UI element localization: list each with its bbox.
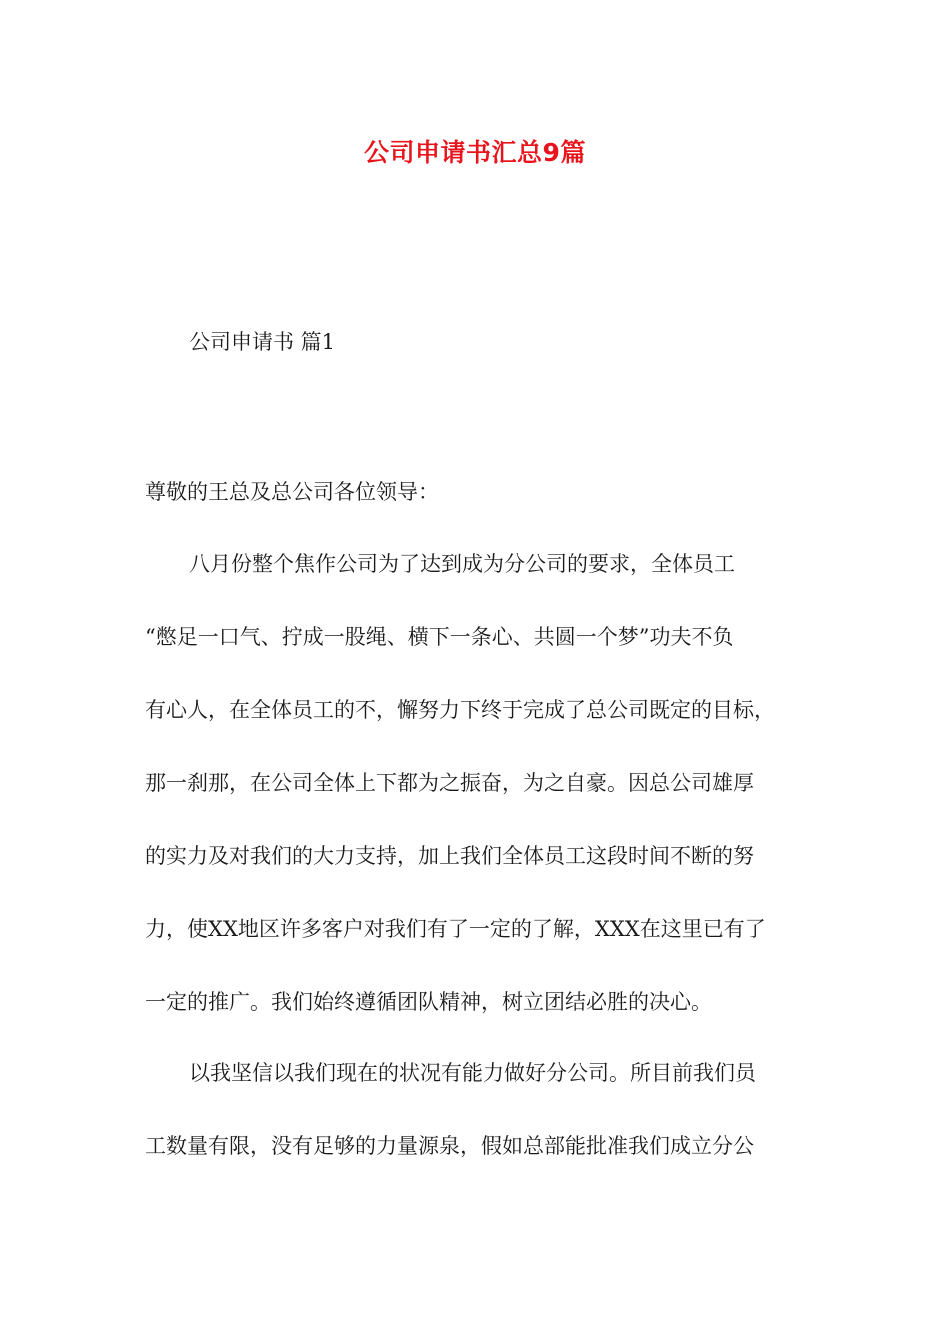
paragraph-line: 的实力及对我们的大力支持，加上我们全体员工这段时间不断的努 bbox=[145, 844, 754, 868]
paragraph-1 bbox=[145, 528, 805, 1039]
paragraph-line: “憋足一口气、拧成一股绳、横下一条心、共圆一个梦”功夫不负 bbox=[145, 625, 734, 649]
document-title: 公司申请书汇总9篇 bbox=[364, 138, 586, 167]
paragraph-line: 力，使XX地区许多客户对我们有了一定的了解，XXX在这里已有了 bbox=[145, 917, 766, 941]
paragraph-line: 一定的推广。我们始终遵循团队精神，树立团结必胜的决心。 bbox=[145, 990, 712, 1014]
paragraph-line: 那一刹那，在公司全体上下都为之振奋，为之自豪。因总公司雄厚 bbox=[145, 771, 754, 795]
section-heading: 公司申请书 篇1 bbox=[189, 330, 336, 354]
paragraph-2 bbox=[145, 1037, 805, 1183]
paragraph-line: 八月份整个焦作公司为了达到成为分公司的要求，全体员工 bbox=[189, 552, 735, 576]
salutation: 尊敬的王总及总公司各位领导： bbox=[145, 480, 439, 504]
paragraph-line: 有心人，在全体员工的不，懈努力下终于完成了总公司既定的目标， bbox=[145, 698, 775, 722]
paragraph-line: 以我坚信以我们现在的状况有能力做好分公司。所目前我们员 bbox=[189, 1061, 756, 1085]
paragraph-line: 工数量有限，没有足够的力量源泉，假如总部能批准我们成立分公 bbox=[145, 1134, 754, 1158]
